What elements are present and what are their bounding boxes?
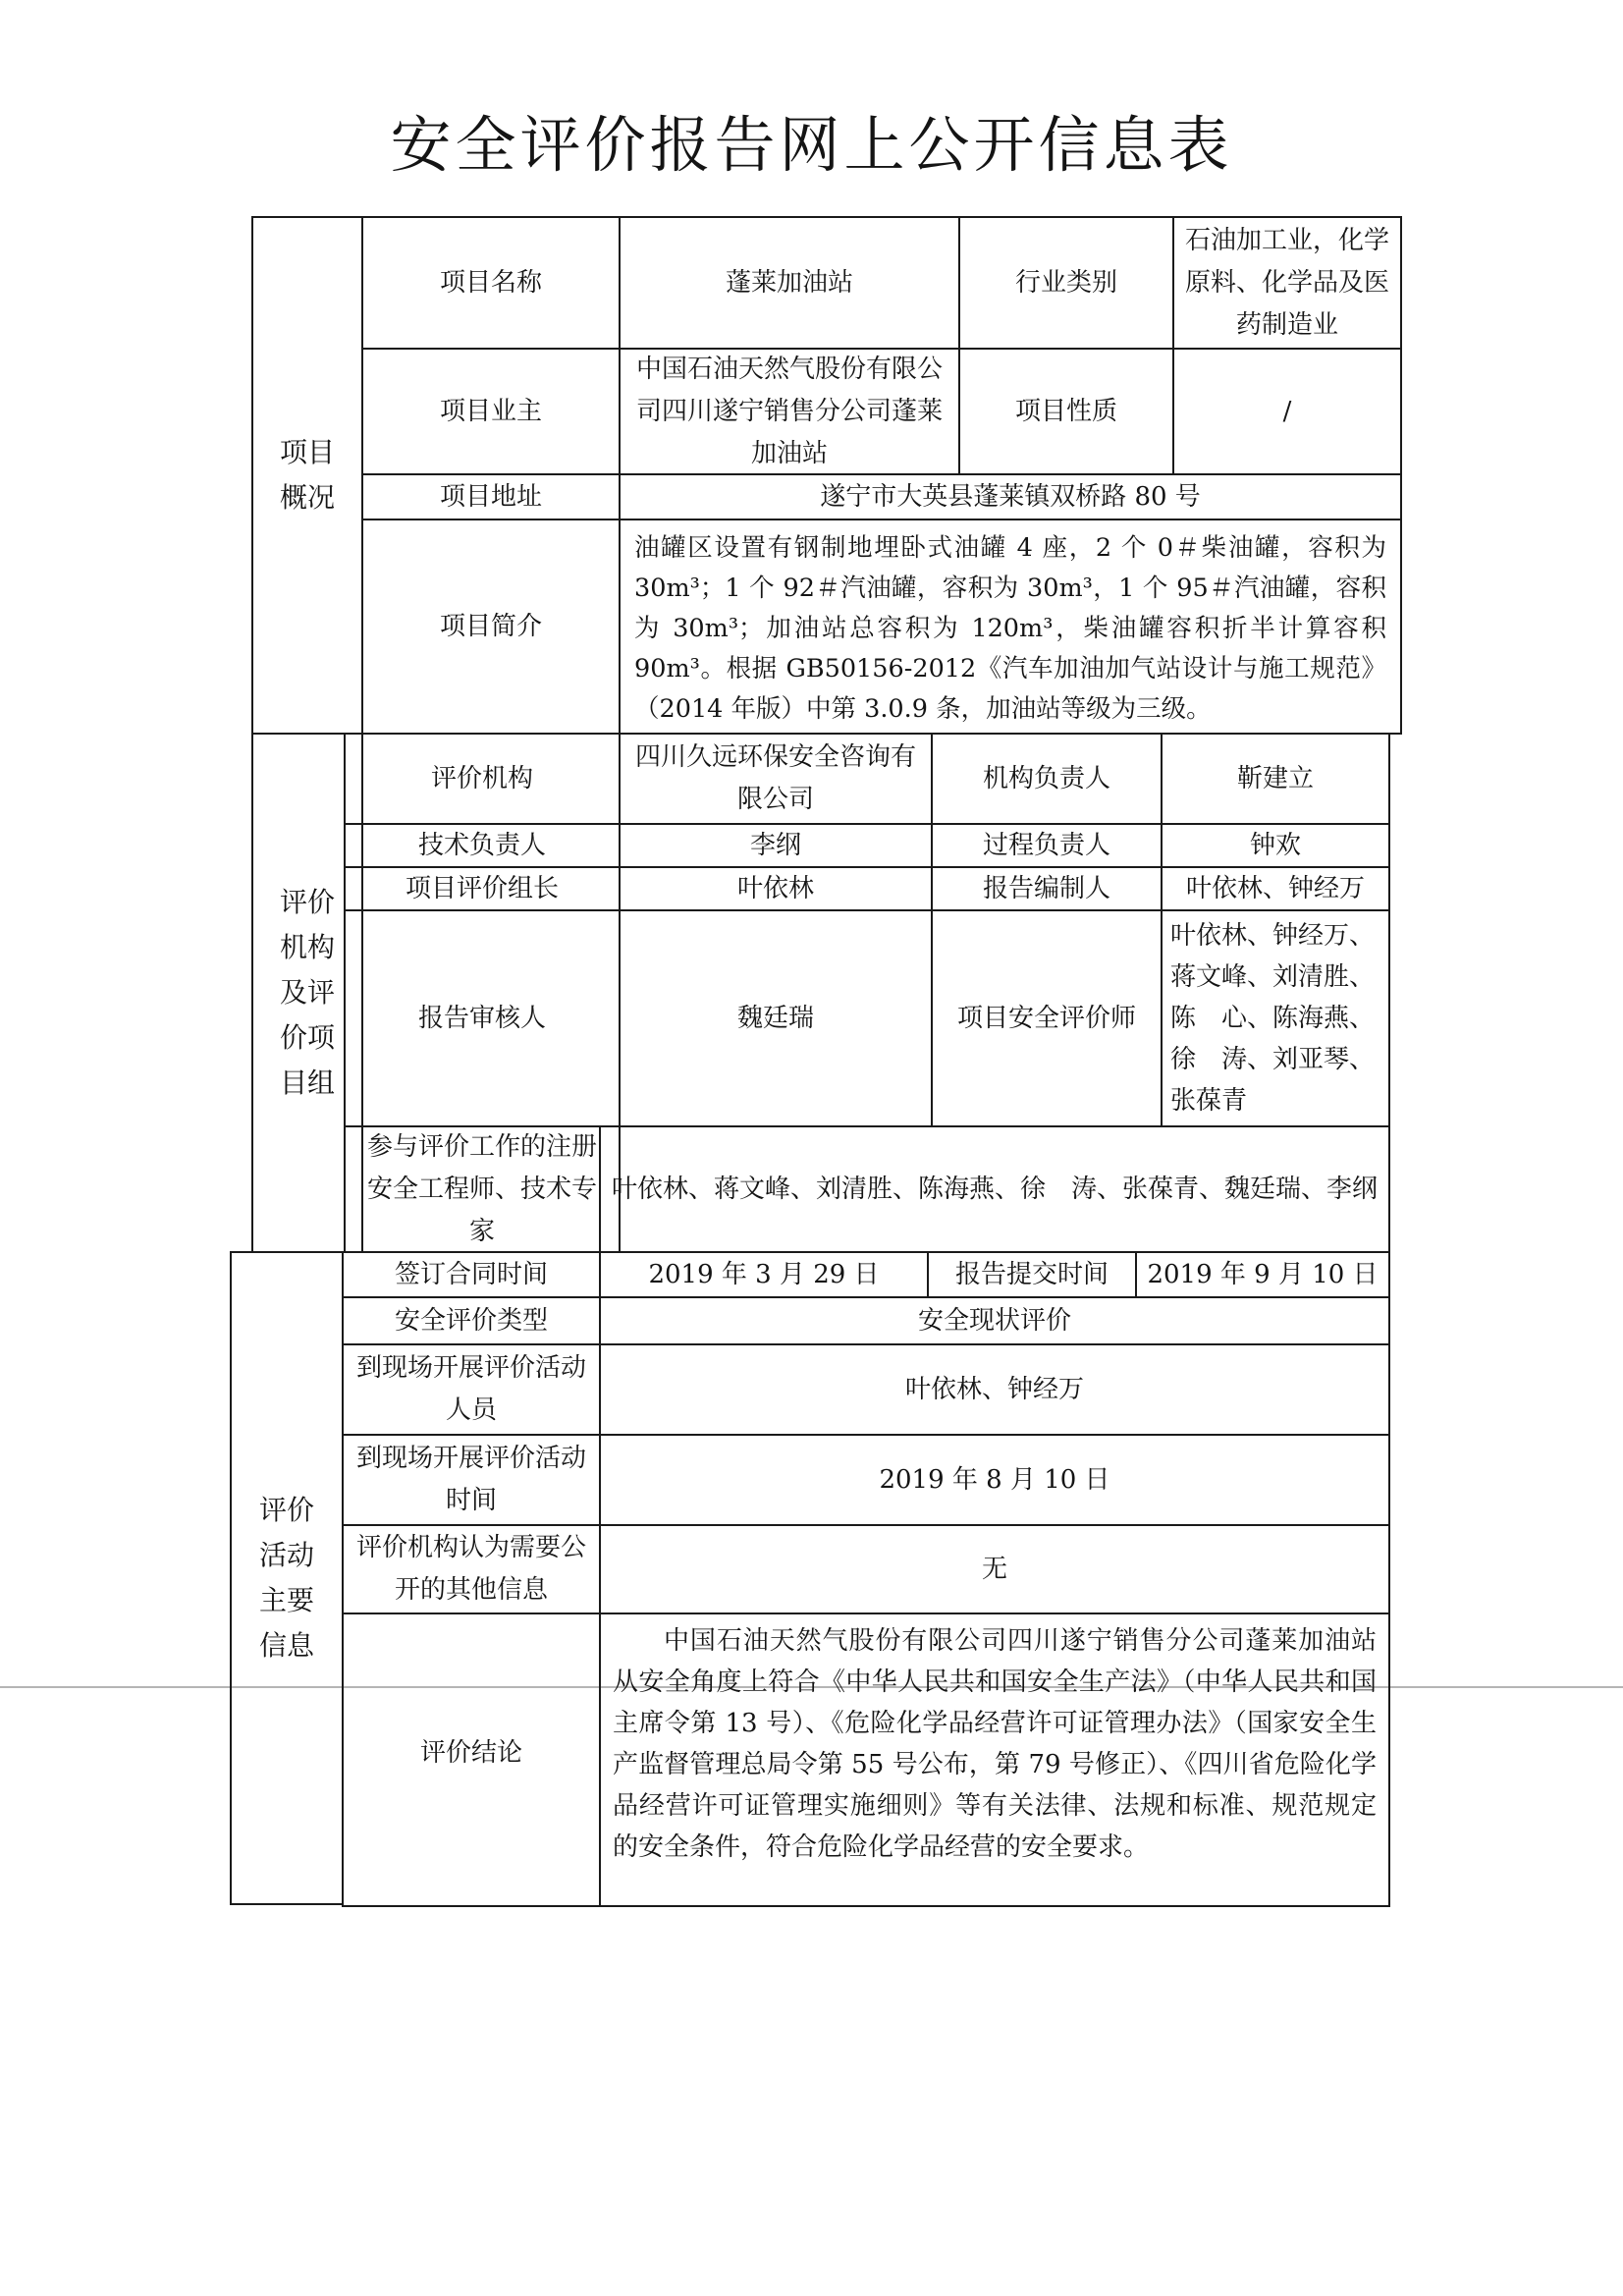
reviewer-label: 报告审核人 — [344, 909, 621, 1127]
project-name-value: 蓬莱加油站 — [619, 216, 960, 350]
process-head-value: 钟欢 — [1161, 823, 1390, 868]
org-value: 四川久远环保安全咨询有限公司 — [619, 733, 933, 825]
org-head-label: 机构负责人 — [931, 733, 1163, 825]
page-title: 安全评价报告网上公开信息表 — [390, 109, 1233, 181]
address-value: 遂宁市大英县蓬莱镇双桥路 80 号 — [619, 473, 1402, 520]
report-writer-label: 报告编制人 — [931, 866, 1163, 911]
experts-value: 叶依林、蒋文峰、刘清胜、陈海燕、徐 涛、张葆青、魏廷瑞、李纲 — [599, 1125, 1390, 1253]
section-evaluation-team-label: 评价 机构 及评 价项 目组 — [279, 886, 335, 1099]
other-info-label: 评价机构认为需要公开的其他信息 — [342, 1524, 601, 1614]
owner-value: 中国石油天然气股份有限公司四川遂宁销售分公司蓬莱加油站 — [619, 348, 960, 475]
industry-label: 行业类别 — [958, 216, 1174, 350]
experts-label: 参与评价工作的注册安全工程师、技术专家 — [344, 1125, 621, 1253]
conclusion-value: 中国石油天然气股份有限公司四川遂宁销售分公司蓬莱加油站从安全角度上符合《中华人民共和国安全生产法》（中华人民共和国主席令第 13 号）、《危险化学品经营许可证管理办法》（国家安全生产监督管理总局令第 55 号公布，第 79 号修正）、《四川省危险化学品经营许可证管理实施细则》等有关法律、法规和标准、规范规定的安全条件，符合危险化学品经营的安全要求。 — [599, 1613, 1390, 1907]
submit-date-value: 2019 年 9 月 10 日 — [1135, 1251, 1390, 1298]
industry-value: 石油加工业，化学原料、化学品及医药制造业 — [1172, 216, 1402, 350]
site-people-label: 到现场开展评价活动人员 — [342, 1343, 601, 1436]
site-people-value: 叶依林、钟经万 — [599, 1343, 1390, 1436]
section-evaluation-activity-label: 评价 活动 主要 信息 — [258, 1494, 314, 1662]
other-info-value: 无 — [599, 1524, 1390, 1614]
team-leader-label: 项目评价组长 — [344, 866, 621, 911]
tech-head-label: 技术负责人 — [344, 823, 621, 868]
project-name-label: 项目名称 — [361, 216, 621, 350]
reviewer-value: 魏廷瑞 — [619, 909, 933, 1127]
evaluators-label: 项目安全评价师 — [931, 909, 1163, 1127]
intro-value: 油罐区设置有钢制地埋卧式油罐 4 座，2 个 0＃柴油罐，容积为 30m³；1 个 92＃汽油罐，容积为 30m³，1 个 95＃汽油罐，容积为 30m³；加油站总容积为 120m³，柴油罐容积折半计算容积 90m³。根据 GB50156-2012《汽车加油加气站设计与施工规范》（2014 年版）中第 3.0.9 条，加油站等级为三级。 — [619, 519, 1402, 735]
org-head-value: 靳建立 — [1161, 733, 1390, 825]
tech-head-value: 李纲 — [619, 823, 933, 868]
section-evaluation-activity — [230, 1251, 344, 1905]
address-label: 项目地址 — [361, 473, 621, 520]
nature-value: / — [1172, 348, 1402, 475]
evaluation-type-value: 安全现状评价 — [599, 1296, 1390, 1345]
owner-label: 项目业主 — [361, 348, 621, 475]
submit-date-label: 报告提交时间 — [927, 1251, 1137, 1298]
evaluation-type-label: 安全评价类型 — [342, 1296, 601, 1345]
conclusion-label: 评价结论 — [342, 1613, 601, 1907]
report-writer-value: 叶依林、钟经万 — [1161, 866, 1390, 911]
nature-label: 项目性质 — [958, 348, 1174, 475]
org-label: 评价机构 — [344, 733, 621, 825]
contract-date-value: 2019 年 3 月 29 日 — [599, 1251, 929, 1298]
process-head-label: 过程负责人 — [931, 823, 1163, 868]
team-leader-value: 叶依林 — [619, 866, 933, 911]
contract-date-label: 签订合同时间 — [342, 1251, 601, 1298]
section-project-overview — [251, 216, 363, 735]
section-project-overview-label: 项目 概况 — [279, 436, 335, 514]
evaluators-value: 叶依林、钟经万、蒋文峰、刘清胜、陈 心、陈海燕、徐 涛、刘亚琴、张葆青 — [1161, 909, 1390, 1127]
site-time-value: 2019 年 8 月 10 日 — [599, 1434, 1390, 1526]
intro-label: 项目简介 — [361, 519, 621, 735]
site-time-label: 到现场开展评价活动时间 — [342, 1434, 601, 1526]
